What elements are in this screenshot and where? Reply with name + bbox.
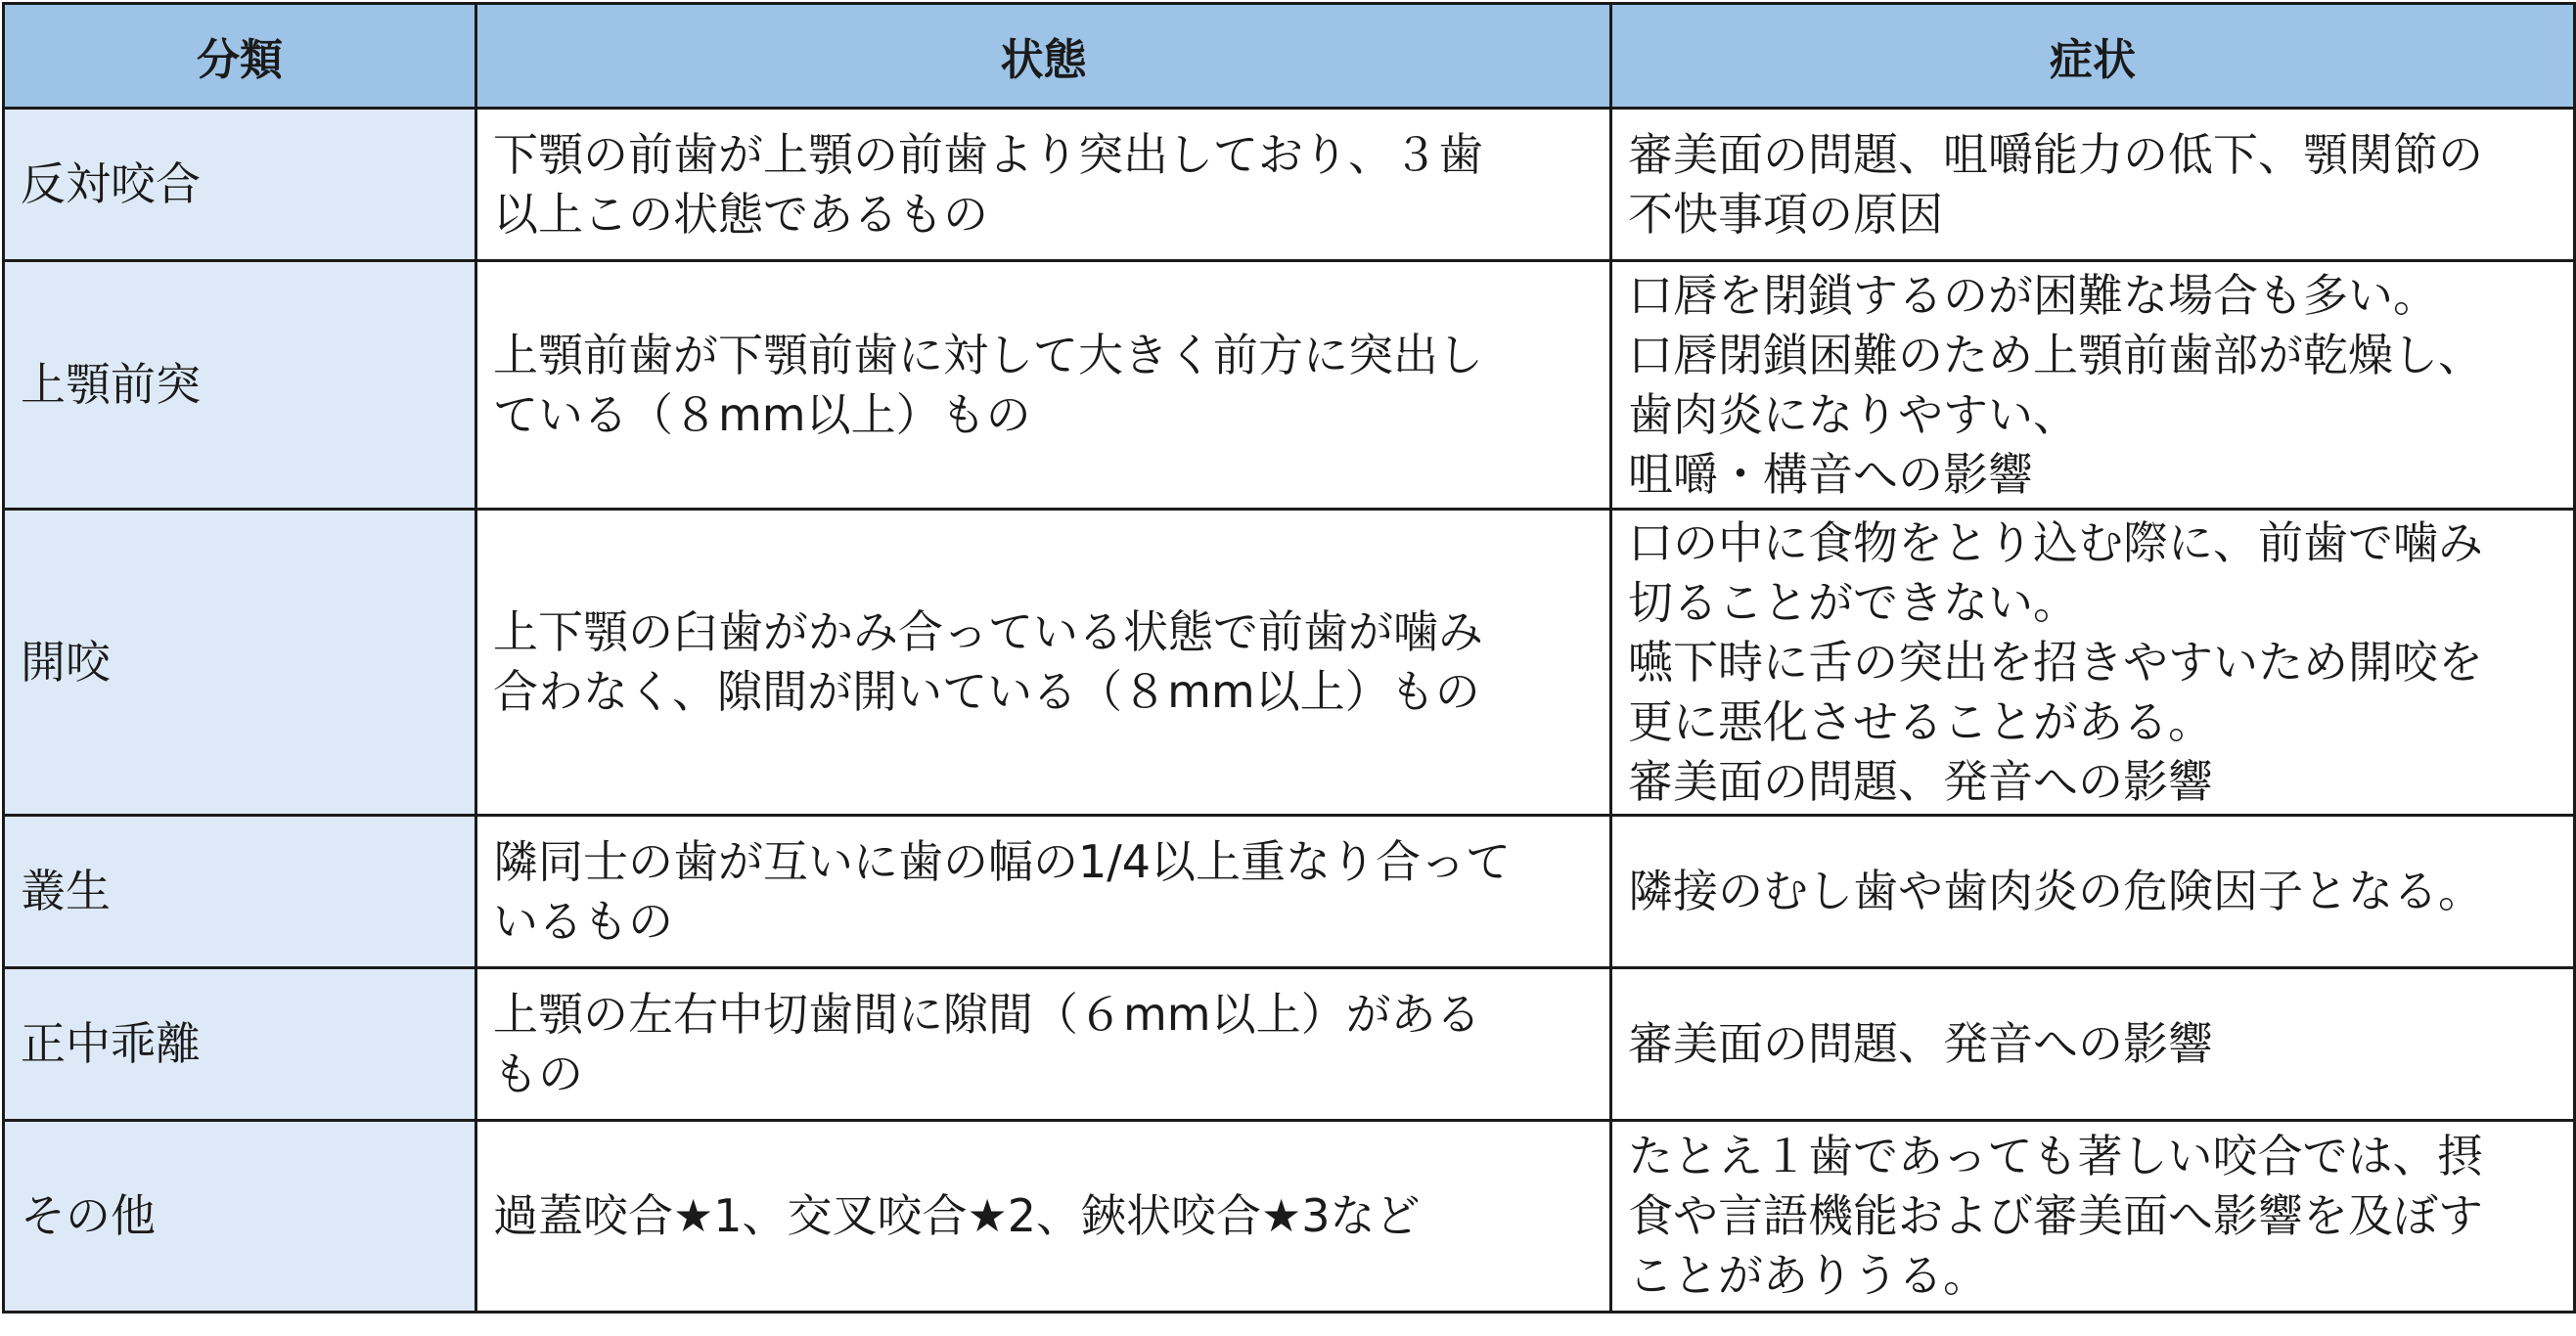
symptom-line: 口の中に食物をとり込む際に、前歯で噛み xyxy=(1628,515,2483,569)
header-state: 状態 xyxy=(476,4,1611,109)
category-cell: 叢生 xyxy=(4,816,476,968)
state-cell xyxy=(476,968,1611,1121)
category-cell: 正中乖離 xyxy=(4,968,476,1121)
category-cell: その他 xyxy=(4,1121,476,1313)
category-cell: 上顎前突 xyxy=(4,261,476,510)
symptom-cell xyxy=(1611,510,2575,816)
symptom-cell xyxy=(1611,1121,2575,1313)
header-category: 分類 xyxy=(4,4,476,109)
header-symptom: 症状 xyxy=(1611,4,2575,109)
symptom-line: 嚥下時に舌の突出を招きやすいため開咬を xyxy=(1628,635,2483,689)
symptom-line: ことがありうる。 xyxy=(1628,1249,1988,1302)
symptom-cell xyxy=(1611,816,2575,968)
symptom-line: 不快事項の原因 xyxy=(1628,187,1943,241)
symptom-cell xyxy=(1611,109,2575,261)
symptom-line: 口唇を閉鎖するのが困難な場合も多い。 xyxy=(1628,268,2438,322)
state-line: いるもの xyxy=(493,894,673,948)
state-line: 隣同士の歯が互いに歯の幅の1/4以上重なり合って xyxy=(493,834,1512,888)
table-row xyxy=(4,1121,2575,1313)
state-cell xyxy=(476,510,1611,816)
symptom-cell xyxy=(1611,261,2575,510)
state-line: 過蓋咬合★1、交叉咬合★2、鋏状咬合★3など xyxy=(493,1189,1421,1242)
state-line: 以上この状態であるもの xyxy=(493,187,988,241)
state-cell xyxy=(476,109,1611,261)
symptom-line: 審美面の問題、発音への影響 xyxy=(1628,1017,2213,1070)
symptom-line: 歯肉炎になりやすい、 xyxy=(1628,387,2078,441)
symptom-line: 切ることができない。 xyxy=(1628,575,2078,629)
state-cell xyxy=(476,816,1611,968)
table-row xyxy=(4,261,2575,510)
symptom-line: 口唇閉鎖困難のため上顎前歯部が乾燥し、 xyxy=(1628,328,2483,381)
table-row xyxy=(4,109,2575,261)
symptom-line: 審美面の問題、咀嚼能力の低下、顎関節の xyxy=(1628,127,2483,181)
state-line: ている（８mm以上）もの xyxy=(493,387,1031,441)
state-line: 上顎の左右中切歯間に隙間（６mm以上）がある xyxy=(493,987,1481,1041)
state-line: 上顎前歯が下顎前歯に対して大きく前方に突出し xyxy=(493,328,1483,381)
symptom-line: 隣接のむし歯や歯肉炎の危険因子となる。 xyxy=(1628,865,2483,917)
symptom-cell xyxy=(1611,968,2575,1121)
symptom-line: 更に悪化させることがある。 xyxy=(1628,694,2213,748)
state-line: もの xyxy=(493,1047,583,1100)
state-cell xyxy=(476,1121,1611,1313)
category-cell: 開咬 xyxy=(4,510,476,816)
state-line: 上下顎の臼歯がかみ合っている状態で前歯が噛み xyxy=(493,605,1483,658)
symptom-line: 審美面の問題、発音への影響 xyxy=(1628,754,2213,808)
table-row xyxy=(4,816,2575,968)
category-cell: 反対咬合 xyxy=(4,109,476,261)
symptom-line: たとえ１歯であっても著しい咬合では、摂 xyxy=(1628,1130,2483,1182)
state-line: 合わなく、隙間が開いている（８mm以上）もの xyxy=(493,665,1480,718)
table-row xyxy=(4,510,2575,816)
table-row xyxy=(4,968,2575,1121)
malocclusion-table xyxy=(2,2,2576,1314)
symptom-line: 食や言語機能および審美面へ影響を及ぼす xyxy=(1628,1189,2483,1242)
symptom-line: 咀嚼・構音への影響 xyxy=(1628,447,2033,501)
table-body xyxy=(4,109,2575,1313)
header-row xyxy=(4,4,2575,109)
state-cell xyxy=(476,261,1611,510)
state-line: 下顎の前歯が上顎の前歯より突出しており、３歯 xyxy=(493,127,1483,181)
